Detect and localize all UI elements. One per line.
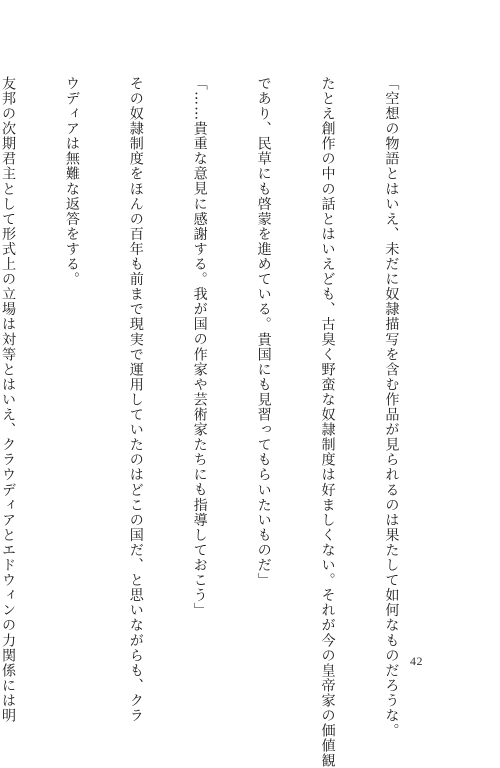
text-line: 「……貴重な意見に感謝する。我が国の作家や芸術家たちにも指導しておこう」	[191, 76, 208, 618]
text-line: 友邦の次期君主として形式上の立場は対等とはいえ、クラウディアとエドウィンの力関係には明	[0, 76, 17, 724]
text-line: であり、民草にも啓蒙を進めている。貴国にも見習ってもらいたいものだ」	[255, 76, 272, 588]
text-line: 「空想の物語とはいえ、未だに奴隷描写を含む作品が見られるのは果たして如何なものだろうな。	[383, 76, 400, 739]
text-line: たとえ創作の中の話とはいえども、古臭く野蛮な奴隷制度は好ましくない。それが今の皇帝家の価値観	[319, 76, 336, 768]
text-line: その奴隷制度をほんの百年も前まで現実で運用していたのはどこの国だ、と思いながらも、クラ	[127, 76, 144, 724]
text-line: ウディアは無難な返答をする。	[63, 76, 80, 287]
page-number: 42	[410, 654, 423, 668]
